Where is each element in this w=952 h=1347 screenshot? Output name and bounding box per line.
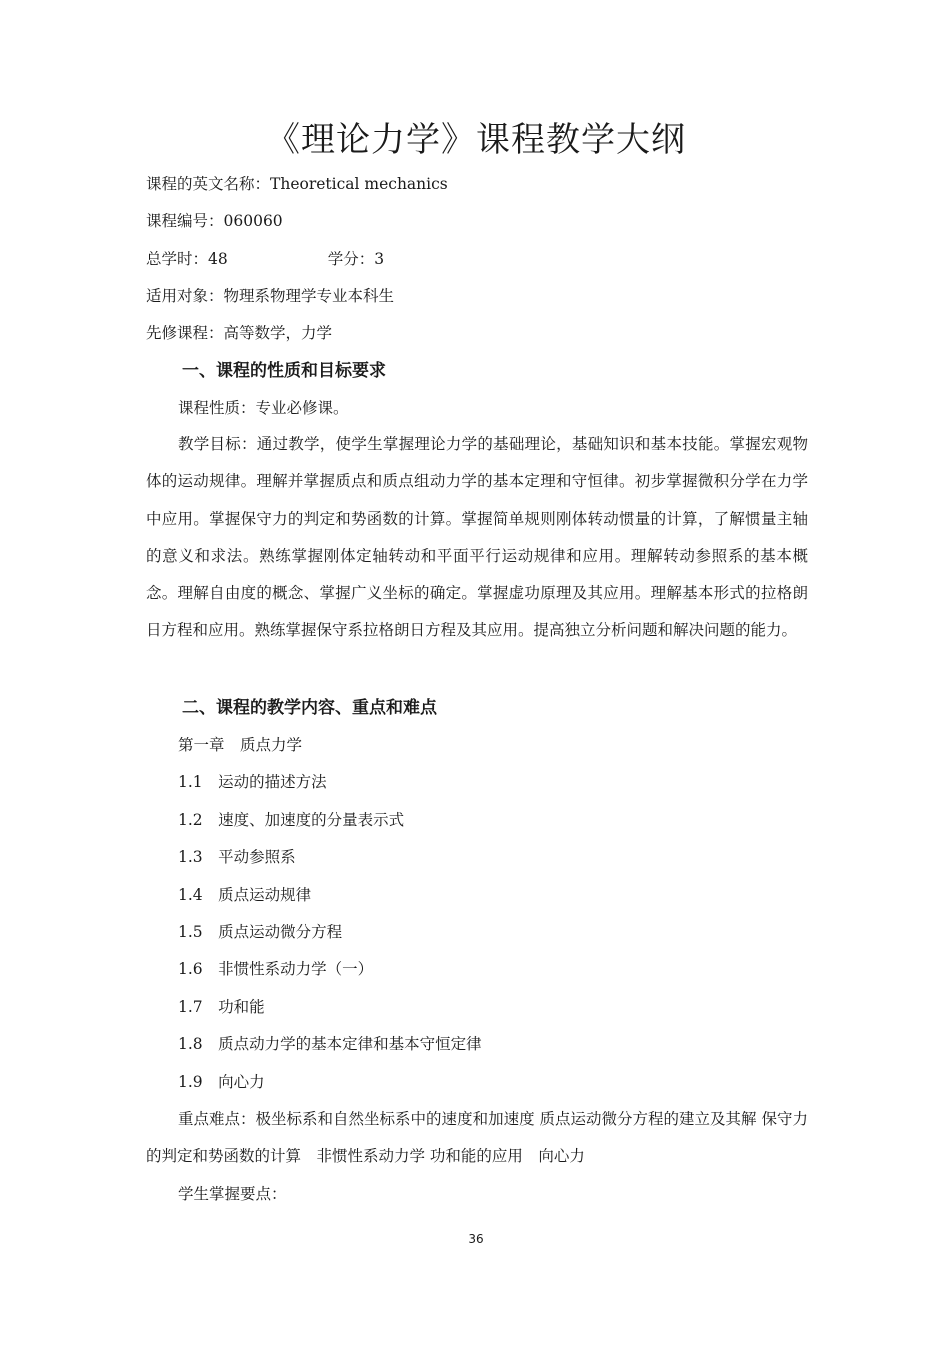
section1-heading: 一、课程的性质和目标要求 <box>182 361 386 381</box>
hours-credits-row <box>146 248 384 270</box>
list-item: 1.9 向心力 <box>178 1073 265 1091</box>
list-item: 1.3 平动参照系 <box>178 848 296 866</box>
course-code: 课程编号：060060 <box>146 212 283 230</box>
list-item: 1.7 功和能 <box>178 998 265 1016</box>
page-number: 36 <box>468 1232 484 1246</box>
audience: 适用对象：物理系物理学专业本科生 <box>146 287 395 305</box>
list-item: 1.4 质点运动规律 <box>178 886 312 904</box>
list-item: 1.1 运动的描述方法 <box>178 773 327 791</box>
list-item: 1.2 速度、加速度的分量表示式 <box>178 811 405 829</box>
list-item: 1.5 质点运动微分方程 <box>178 923 343 941</box>
list-item: 1.8 质点动力学的基本定律和基本守恒定律 <box>178 1035 482 1053</box>
section2-heading: 二、课程的教学内容、重点和难点 <box>182 698 437 718</box>
prerequisites: 先修课程：高等数学，力学 <box>146 324 333 342</box>
credits: 学分：3 <box>327 250 385 268</box>
course-nature: 课程性质：专业必修课。 <box>178 399 349 417</box>
total-hours: 总学时：48 <box>146 250 228 268</box>
student-points: 学生掌握要点： <box>178 1185 287 1203</box>
teaching-goals: 教学目标：通过教学，使学生掌握理论力学的基础理论，基础知识和基本技能。掌握宏观物体的运动规律。理解并掌握质点和质点组动力学的基本定理和守恒律。初步掌握微积分学在力学中应用。掌握保守力的判定和势函数的计算。掌握简单规则刚体转动惯量的计算，了解惯量主轴的意义和求法。熟练掌握刚体定轴转动和平面平行运动规律和应用。理解转动参照系的基本概念。理解自由度的概念、掌握广义坐标的确定。掌握虚功原理及其应用。理解基本形式的拉格朗日方程和应用。熟练掌握保守系拉格朗日方程及其应用。提高独立分析问题和解决问题的能力。 <box>146 435 808 640</box>
list-item: 1.6 非惯性系动力学（一） <box>178 960 374 978</box>
document-title: 《理论力学》课程教学大纲 <box>266 120 686 160</box>
chapter-title: 第一章 质点力学 <box>178 736 303 754</box>
key-points: 重点难点：极坐标系和自然坐标系中的速度和加速度 质点运动微分方程的建立及其解 保守力的判定和势函数的计算 非惯性系动力学 功和能的应用 向心力 <box>146 1110 808 1166</box>
english-name: 课程的英文名称：Theoretical mechanics <box>146 175 448 193</box>
